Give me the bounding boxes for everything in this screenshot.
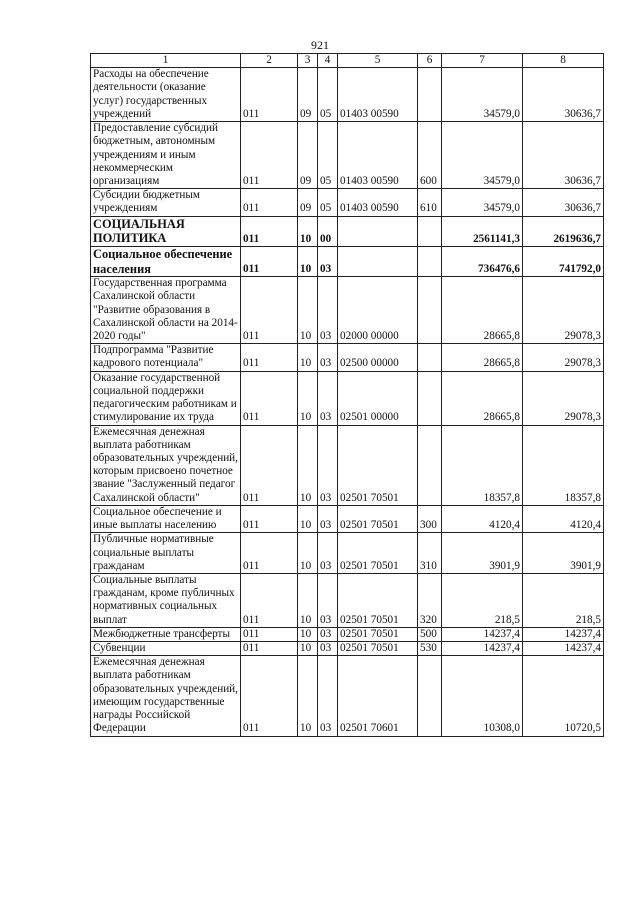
row-section-code: 10 (298, 533, 318, 574)
row-ministry-code: 011 (241, 246, 298, 276)
row-amount-year1: 736476,6 (442, 246, 523, 276)
row-name: Ежемесячная денежная выплата работникам образовательных учреждений, имеющим государственные награды Российской Федерации (91, 656, 241, 736)
col-header-8: 8 (523, 54, 604, 68)
row-amount-year2: 18357,8 (523, 425, 604, 505)
row-subsection-code: 03 (318, 371, 338, 425)
row-section-code: 10 (298, 505, 318, 532)
row-section-code: 10 (298, 371, 318, 425)
row-amount-year2: 29078,3 (523, 277, 604, 344)
row-ministry-code: 011 (241, 189, 298, 216)
row-amount-year1: 14237,4 (442, 627, 523, 641)
table-row (91, 573, 604, 627)
col-header-7: 7 (442, 54, 523, 68)
row-name: Социальные выплаты гражданам, кроме публичных нормативных социальных выплат (91, 573, 241, 627)
row-section-code: 09 (298, 122, 318, 189)
row-expense-type: 310 (418, 533, 442, 574)
row-ministry-code: 011 (241, 277, 298, 344)
row-amount-year1: 3901,9 (442, 533, 523, 574)
col-header-1: 1 (91, 54, 241, 68)
row-ministry-code: 011 (241, 216, 298, 246)
col-header-4: 4 (318, 54, 338, 68)
row-amount-year1: 34579,0 (442, 122, 523, 189)
row-subsection-code: 03 (318, 505, 338, 532)
row-amount-year1: 28665,8 (442, 371, 523, 425)
row-expense-type (418, 344, 442, 371)
table-row (91, 533, 604, 574)
row-subsection-code: 03 (318, 533, 338, 574)
row-amount-year2: 741792,0 (523, 246, 604, 276)
row-ministry-code: 011 (241, 656, 298, 736)
table-row (91, 505, 604, 532)
table-body (91, 68, 604, 736)
row-target-code: 02501 70501 (338, 627, 418, 641)
table-row (91, 68, 604, 122)
page-number: 921 (311, 38, 329, 52)
row-name: Субвенции (91, 642, 241, 656)
row-name: Подпрограмма "Развитие кадрового потенциала" (91, 344, 241, 371)
row-name: Субсидии бюджетным учреждениям (91, 189, 241, 216)
row-expense-type: 530 (418, 642, 442, 656)
row-name: Предоставление субсидий бюджетным, автономным учреждениям и иным некоммерческим организациям (91, 122, 241, 189)
row-name: Социальное обеспечение и иные выплаты населению (91, 505, 241, 532)
table-row (91, 216, 604, 246)
row-name: Оказание государственной социальной поддержки педагогическим работникам и стимулирование их труда (91, 371, 241, 425)
row-ministry-code: 011 (241, 344, 298, 371)
col-header-3: 3 (298, 54, 318, 68)
row-amount-year2: 30636,7 (523, 122, 604, 189)
table-row (91, 189, 604, 216)
row-name: Государственная программа Сахалинской области "Развитие образования в Сахалинской области на 2014-2020 годы" (91, 277, 241, 344)
row-section-code: 10 (298, 246, 318, 276)
row-amount-year2: 4120,4 (523, 505, 604, 532)
row-expense-type (418, 246, 442, 276)
row-expense-type (418, 68, 442, 122)
row-section-code: 10 (298, 277, 318, 344)
row-ministry-code: 011 (241, 505, 298, 532)
row-amount-year2: 29078,3 (523, 344, 604, 371)
row-target-code: 02501 70501 (338, 505, 418, 532)
row-ministry-code: 011 (241, 122, 298, 189)
col-header-2: 2 (241, 54, 298, 68)
row-subsection-code: 03 (318, 277, 338, 344)
row-target-code: 01403 00590 (338, 68, 418, 122)
row-section-code: 10 (298, 642, 318, 656)
row-target-code: 01403 00590 (338, 122, 418, 189)
row-section-code: 10 (298, 656, 318, 736)
row-amount-year1: 4120,4 (442, 505, 523, 532)
table-row (91, 344, 604, 371)
row-amount-year2: 30636,7 (523, 189, 604, 216)
row-subsection-code: 03 (318, 344, 338, 371)
budget-table (90, 53, 604, 737)
row-section-code: 10 (298, 216, 318, 246)
row-amount-year1: 34579,0 (442, 68, 523, 122)
table-row (91, 627, 604, 641)
row-subsection-code: 05 (318, 189, 338, 216)
row-ministry-code: 011 (241, 627, 298, 641)
row-subsection-code: 00 (318, 216, 338, 246)
row-target-code: 02501 70601 (338, 656, 418, 736)
row-amount-year1: 18357,8 (442, 425, 523, 505)
row-target-code: 02501 70501 (338, 573, 418, 627)
row-target-code: 02501 70501 (338, 425, 418, 505)
row-amount-year1: 28665,8 (442, 277, 523, 344)
row-subsection-code: 03 (318, 246, 338, 276)
row-name: Ежемесячная денежная выплата работникам образовательных учреждений, которым присвоено почетное звание "Заслуженный педагог Сахалинской области" (91, 425, 241, 505)
row-expense-type: 610 (418, 189, 442, 216)
row-section-code: 09 (298, 68, 318, 122)
header-row (91, 54, 604, 68)
row-amount-year2: 218,5 (523, 573, 604, 627)
row-expense-type: 300 (418, 505, 442, 532)
row-amount-year1: 218,5 (442, 573, 523, 627)
row-ministry-code: 011 (241, 533, 298, 574)
row-expense-type (418, 216, 442, 246)
row-ministry-code: 011 (241, 425, 298, 505)
row-subsection-code: 03 (318, 573, 338, 627)
row-amount-year2: 2619636,7 (523, 216, 604, 246)
table-row (91, 277, 604, 344)
row-subsection-code: 03 (318, 627, 338, 641)
row-amount-year2: 10720,5 (523, 656, 604, 736)
row-section-code: 10 (298, 344, 318, 371)
row-expense-type (418, 425, 442, 505)
row-name: Публичные нормативные социальные выплаты гражданам (91, 533, 241, 574)
row-target-code: 02501 00000 (338, 371, 418, 425)
row-ministry-code: 011 (241, 371, 298, 425)
row-section-code: 10 (298, 627, 318, 641)
row-target-code: 02000 00000 (338, 277, 418, 344)
row-amount-year2: 14237,4 (523, 642, 604, 656)
row-expense-type (418, 371, 442, 425)
row-amount-year1: 34579,0 (442, 189, 523, 216)
row-target-code: 01403 00590 (338, 189, 418, 216)
row-expense-type (418, 656, 442, 736)
row-amount-year1: 2561141,3 (442, 216, 523, 246)
row-name: Социальное обеспечение населения (91, 246, 241, 276)
table-row (91, 656, 604, 736)
row-expense-type: 600 (418, 122, 442, 189)
row-amount-year1: 14237,4 (442, 642, 523, 656)
row-amount-year2: 29078,3 (523, 371, 604, 425)
row-ministry-code: 011 (241, 642, 298, 656)
row-subsection-code: 05 (318, 122, 338, 189)
table-row (91, 371, 604, 425)
row-subsection-code: 05 (318, 68, 338, 122)
row-expense-type (418, 277, 442, 344)
row-amount-year2: 3901,9 (523, 533, 604, 574)
table-row (91, 642, 604, 656)
row-name: Межбюджетные трансферты (91, 627, 241, 641)
row-section-code: 09 (298, 189, 318, 216)
row-subsection-code: 03 (318, 656, 338, 736)
row-target-code (338, 216, 418, 246)
row-subsection-code: 03 (318, 642, 338, 656)
row-target-code (338, 246, 418, 276)
row-amount-year1: 10308,0 (442, 656, 523, 736)
row-target-code: 02501 70501 (338, 642, 418, 656)
row-section-code: 10 (298, 425, 318, 505)
row-name: Расходы на обеспечение деятельности (оказание услуг) государственных учреждений (91, 68, 241, 122)
row-target-code: 02500 00000 (338, 344, 418, 371)
table-row (91, 246, 604, 276)
row-subsection-code: 03 (318, 425, 338, 505)
row-ministry-code: 011 (241, 68, 298, 122)
table-row (91, 122, 604, 189)
col-header-6: 6 (418, 54, 442, 68)
row-expense-type: 500 (418, 627, 442, 641)
col-header-5: 5 (338, 54, 418, 68)
row-name: СОЦИАЛЬНАЯ ПОЛИТИКА (91, 216, 241, 246)
row-amount-year2: 30636,7 (523, 68, 604, 122)
row-ministry-code: 011 (241, 573, 298, 627)
row-expense-type: 320 (418, 573, 442, 627)
row-target-code: 02501 70501 (338, 533, 418, 574)
table-row (91, 425, 604, 505)
row-amount-year2: 14237,4 (523, 627, 604, 641)
row-section-code: 10 (298, 573, 318, 627)
row-amount-year1: 28665,8 (442, 344, 523, 371)
